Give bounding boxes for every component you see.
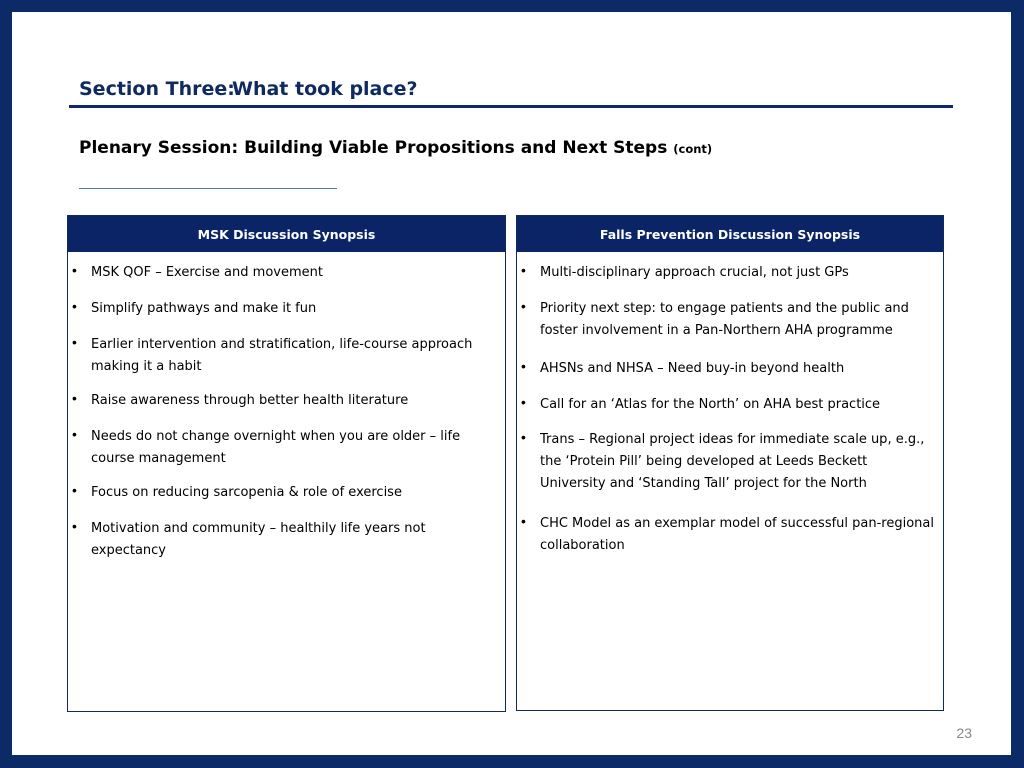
list-item bbox=[68, 324, 505, 380]
bullet-icon: • bbox=[72, 482, 77, 498]
list-item-text: Trans – Regional project ideas for immediate scale up, e.g., the ‘Protein Pill’ being developed at Leeds Beckett University and ‘Standing Tall’ project for the North bbox=[540, 432, 925, 491]
section-question: What took place? bbox=[232, 78, 418, 100]
panel-header bbox=[517, 216, 943, 252]
list-item-text: Needs do not change overnight when you are older – life course management bbox=[91, 429, 461, 466]
header-divider bbox=[69, 105, 953, 108]
panel-title: MSK Discussion Synopsis bbox=[197, 226, 376, 242]
panel-header bbox=[68, 216, 505, 252]
bullet-icon: • bbox=[72, 390, 77, 406]
bullet-icon: • bbox=[521, 429, 526, 445]
bullet-icon: • bbox=[72, 298, 77, 314]
list-item bbox=[517, 384, 943, 419]
list-item-text: Multi-disciplinary approach crucial, not just GPs bbox=[540, 265, 849, 280]
list-item bbox=[68, 380, 505, 416]
bullet-icon: • bbox=[521, 298, 526, 314]
bullet-icon: • bbox=[521, 394, 526, 410]
slide-subtitle bbox=[79, 138, 712, 158]
subtitle-text: Plenary Session: Building Viable Propositions and Next Steps bbox=[79, 138, 668, 158]
subtitle-suffix: (cont) bbox=[673, 142, 713, 156]
bullet-icon: • bbox=[521, 358, 526, 374]
list-item-text: Simplify pathways and make it fun bbox=[91, 301, 317, 316]
list-item bbox=[517, 288, 943, 348]
list-item-text: Earlier intervention and stratification, life-course approach making it a habit bbox=[91, 337, 473, 374]
list-item-text: CHC Model as an exemplar model of successful pan-regional collaboration bbox=[540, 516, 934, 553]
bullet-icon: • bbox=[521, 262, 526, 278]
subtitle-divider bbox=[79, 188, 337, 189]
msk-synopsis-panel bbox=[67, 215, 506, 712]
list-item-text: MSK QOF – Exercise and movement bbox=[91, 265, 323, 280]
bullet-icon: • bbox=[72, 518, 77, 534]
bullet-icon: • bbox=[72, 334, 77, 350]
list-item-text: Focus on reducing sarcopenia & role of exercise bbox=[91, 485, 402, 500]
bullet-icon: • bbox=[521, 513, 526, 529]
list-item bbox=[517, 419, 943, 503]
bullet-icon: • bbox=[72, 426, 77, 442]
list-item-text: Raise awareness through better health literature bbox=[91, 393, 409, 408]
panel-title: Falls Prevention Discussion Synopsis bbox=[599, 226, 861, 242]
list-item-text: Call for an ‘Atlas for the North’ on AHA best practice bbox=[540, 397, 881, 412]
section-label: Section Three: bbox=[79, 78, 235, 100]
list-item-text: Motivation and community – healthily life years not expectancy bbox=[91, 521, 426, 558]
list-item bbox=[68, 508, 505, 558]
list-item-text: Priority next step: to engage patients and the public and foster involvement in a Pan-Northern AHA programme bbox=[540, 301, 909, 338]
list-item bbox=[68, 288, 505, 324]
slide-page bbox=[12, 12, 1011, 755]
bullet-icon: • bbox=[72, 262, 77, 278]
list-item bbox=[68, 252, 505, 288]
list-item bbox=[68, 416, 505, 472]
falls-prevention-synopsis-panel bbox=[516, 215, 944, 711]
list-item-text: AHSNs and NHSA – Need buy-in beyond health bbox=[540, 361, 845, 376]
list-item bbox=[517, 252, 943, 288]
list-item bbox=[517, 503, 943, 563]
page-number: 23 bbox=[956, 725, 972, 741]
list-item bbox=[517, 348, 943, 384]
list-item bbox=[68, 472, 505, 508]
section-header bbox=[79, 78, 953, 106]
